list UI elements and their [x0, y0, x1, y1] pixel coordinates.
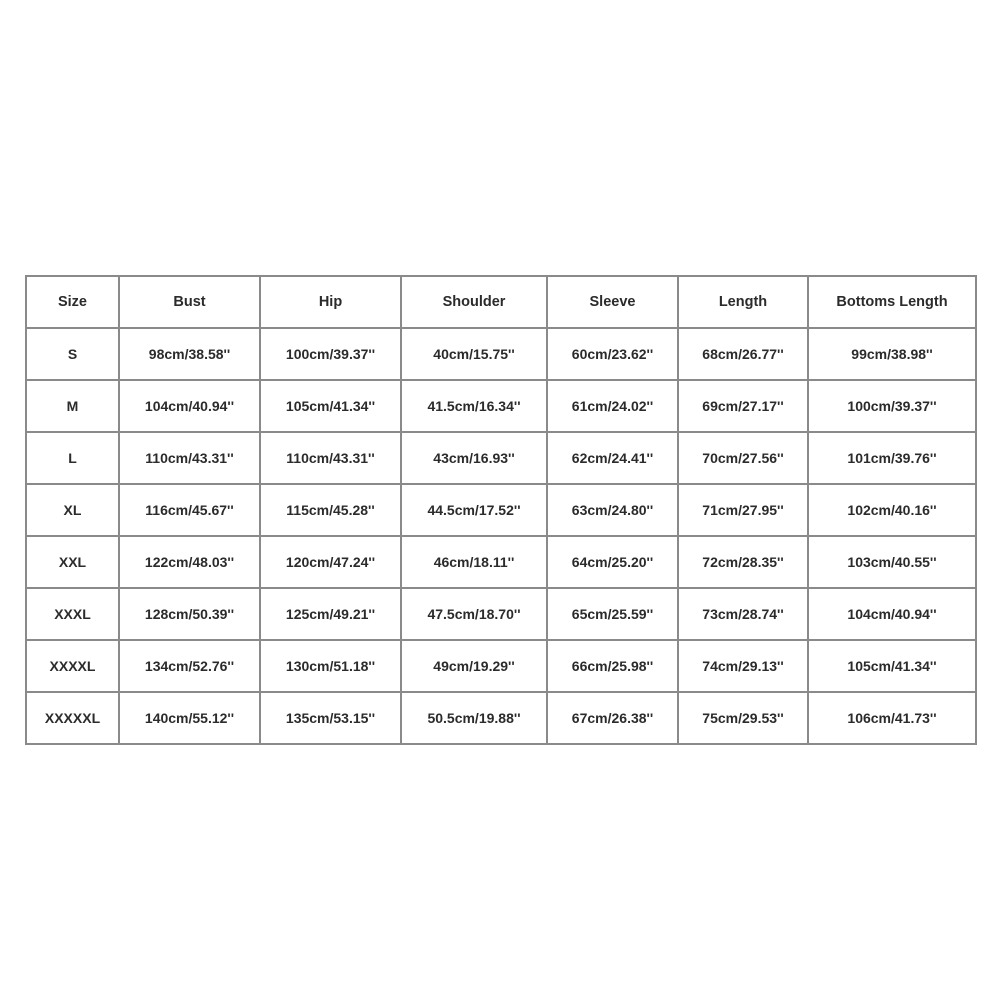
cell-bottoms-length: 105cm/41.34'' — [808, 640, 976, 692]
cell-bust: 110cm/43.31'' — [119, 432, 260, 484]
cell-hip: 125cm/49.21'' — [260, 588, 401, 640]
cell-hip: 130cm/51.18'' — [260, 640, 401, 692]
header-row — [26, 276, 976, 328]
table-row — [26, 640, 976, 692]
cell-length: 75cm/29.53'' — [678, 692, 808, 744]
cell-shoulder: 43cm/16.93'' — [401, 432, 547, 484]
cell-hip: 120cm/47.24'' — [260, 536, 401, 588]
cell-sleeve: 66cm/25.98'' — [547, 640, 678, 692]
cell-length: 70cm/27.56'' — [678, 432, 808, 484]
cell-sleeve: 61cm/24.02'' — [547, 380, 678, 432]
cell-length: 73cm/28.74'' — [678, 588, 808, 640]
cell-length: 74cm/29.13'' — [678, 640, 808, 692]
cell-bust: 134cm/52.76'' — [119, 640, 260, 692]
cell-hip: 110cm/43.31'' — [260, 432, 401, 484]
cell-sleeve: 63cm/24.80'' — [547, 484, 678, 536]
cell-size: L — [26, 432, 119, 484]
header-sleeve: Sleeve — [547, 276, 678, 328]
cell-size: XXXXL — [26, 640, 119, 692]
table-row — [26, 484, 976, 536]
cell-shoulder: 50.5cm/19.88'' — [401, 692, 547, 744]
cell-bust: 128cm/50.39'' — [119, 588, 260, 640]
cell-size: S — [26, 328, 119, 380]
table-row — [26, 432, 976, 484]
header-bust: Bust — [119, 276, 260, 328]
table-row — [26, 328, 976, 380]
cell-sleeve: 67cm/26.38'' — [547, 692, 678, 744]
cell-shoulder: 46cm/18.11'' — [401, 536, 547, 588]
cell-bottoms-length: 106cm/41.73'' — [808, 692, 976, 744]
cell-bust: 122cm/48.03'' — [119, 536, 260, 588]
cell-bust: 140cm/55.12'' — [119, 692, 260, 744]
cell-size: M — [26, 380, 119, 432]
cell-bottoms-length: 103cm/40.55'' — [808, 536, 976, 588]
table-row — [26, 692, 976, 744]
cell-sleeve: 65cm/25.59'' — [547, 588, 678, 640]
cell-hip: 135cm/53.15'' — [260, 692, 401, 744]
cell-shoulder: 41.5cm/16.34'' — [401, 380, 547, 432]
header-shoulder: Shoulder — [401, 276, 547, 328]
cell-size: XL — [26, 484, 119, 536]
cell-bust: 104cm/40.94'' — [119, 380, 260, 432]
table-row — [26, 380, 976, 432]
cell-hip: 115cm/45.28'' — [260, 484, 401, 536]
cell-bottoms-length: 104cm/40.94'' — [808, 588, 976, 640]
cell-hip: 105cm/41.34'' — [260, 380, 401, 432]
cell-sleeve: 64cm/25.20'' — [547, 536, 678, 588]
cell-shoulder: 40cm/15.75'' — [401, 328, 547, 380]
cell-bottoms-length: 99cm/38.98'' — [808, 328, 976, 380]
cell-length: 72cm/28.35'' — [678, 536, 808, 588]
size-chart-table — [25, 275, 977, 745]
cell-length: 68cm/26.77'' — [678, 328, 808, 380]
cell-shoulder: 44.5cm/17.52'' — [401, 484, 547, 536]
cell-bottoms-length: 101cm/39.76'' — [808, 432, 976, 484]
header-size: Size — [26, 276, 119, 328]
cell-sleeve: 62cm/24.41'' — [547, 432, 678, 484]
cell-shoulder: 47.5cm/18.70'' — [401, 588, 547, 640]
header-length: Length — [678, 276, 808, 328]
cell-hip: 100cm/39.37'' — [260, 328, 401, 380]
cell-shoulder: 49cm/19.29'' — [401, 640, 547, 692]
header-bottoms-length: Bottoms Length — [808, 276, 976, 328]
cell-size: XXL — [26, 536, 119, 588]
cell-length: 69cm/27.17'' — [678, 380, 808, 432]
table-body — [26, 328, 976, 744]
cell-sleeve: 60cm/23.62'' — [547, 328, 678, 380]
cell-length: 71cm/27.95'' — [678, 484, 808, 536]
table-row — [26, 588, 976, 640]
cell-bottoms-length: 102cm/40.16'' — [808, 484, 976, 536]
cell-size: XXXL — [26, 588, 119, 640]
cell-bottoms-length: 100cm/39.37'' — [808, 380, 976, 432]
cell-bust: 98cm/38.58'' — [119, 328, 260, 380]
cell-size: XXXXXL — [26, 692, 119, 744]
table-row — [26, 536, 976, 588]
header-hip: Hip — [260, 276, 401, 328]
cell-bust: 116cm/45.67'' — [119, 484, 260, 536]
